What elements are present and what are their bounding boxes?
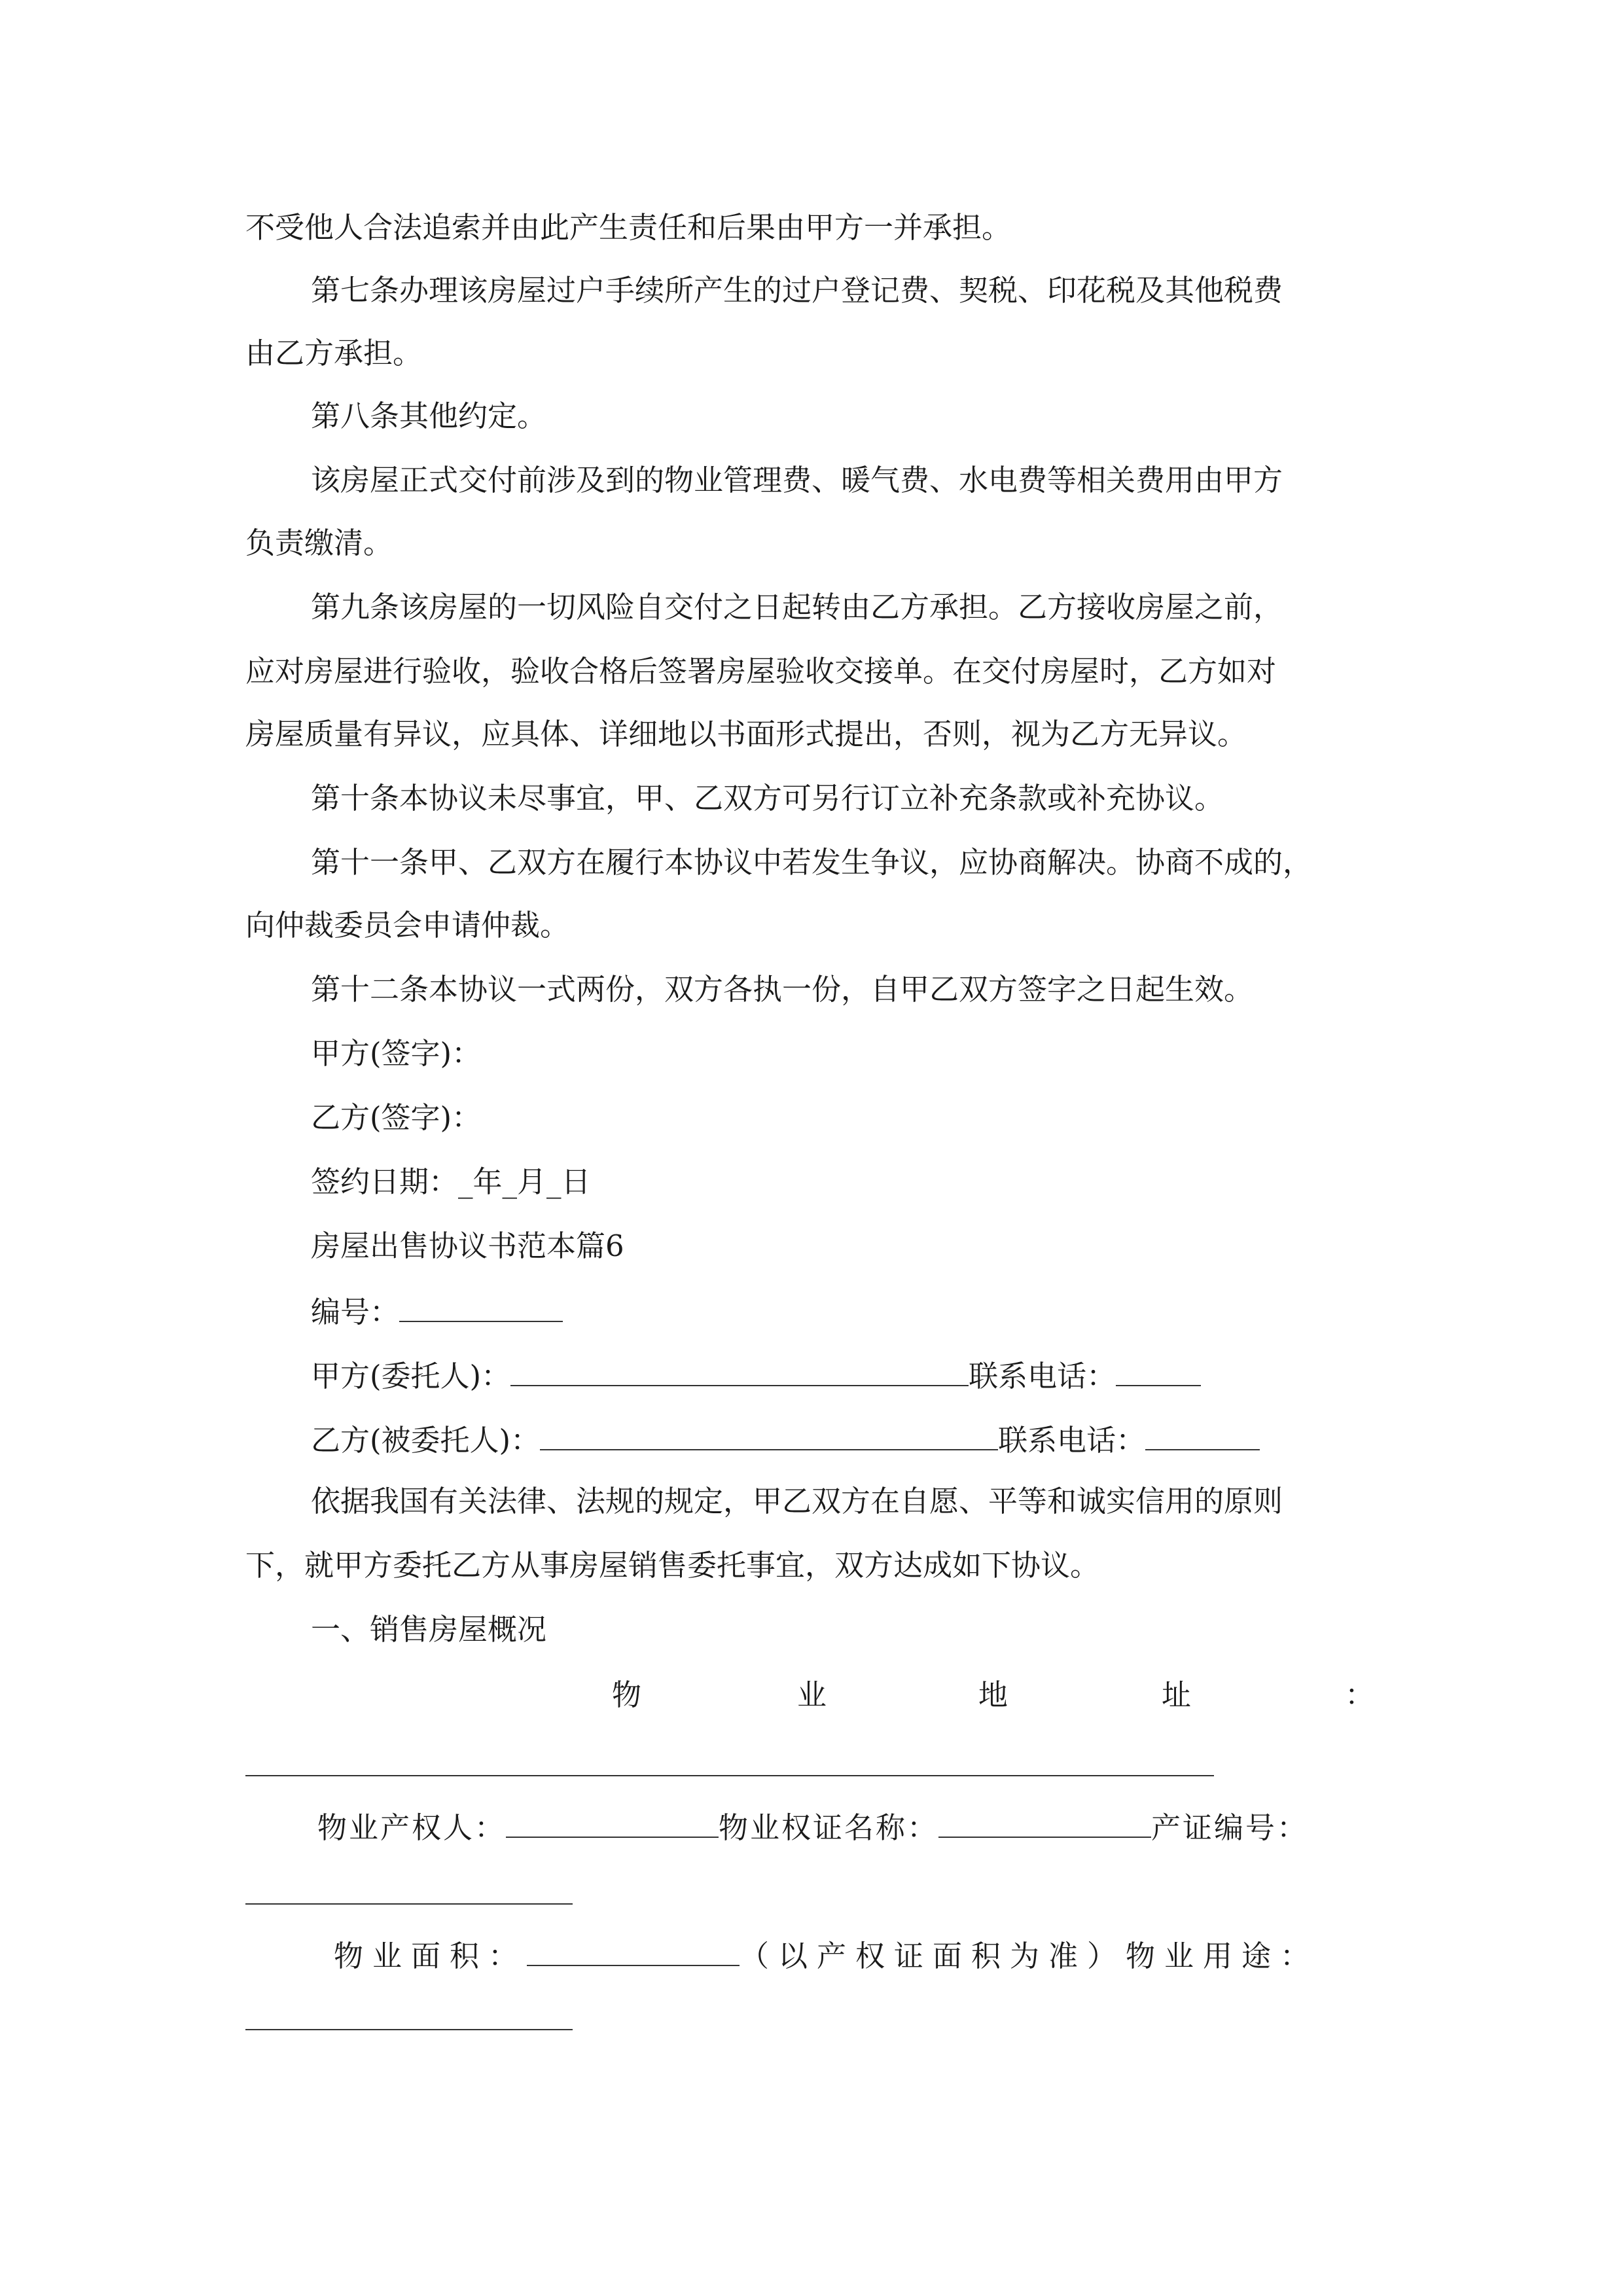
party-b-row [311, 1418, 1260, 1460]
owner-blank[interactable] [506, 1805, 719, 1838]
area-blank[interactable] [527, 1933, 740, 1966]
article-8-line-2: 负责缴清。 [245, 526, 393, 560]
cert-no-blank[interactable] [245, 1903, 573, 1905]
area-row [334, 1933, 1319, 1976]
party-b-phone-blank[interactable] [1145, 1418, 1260, 1450]
paragraph-line: 不受他人合法追索并由此产生责任和后果由甲方一并承担。 [245, 210, 1012, 245]
address-char: 业 [797, 1677, 827, 1712]
section-1-heading: 一、销售房屋概况 [311, 1612, 547, 1647]
address-char: 址 [1162, 1677, 1192, 1712]
number-label: 编号： [311, 1295, 400, 1329]
party-b-phone-label: 联系电话： [998, 1423, 1146, 1458]
usage-blank[interactable] [245, 2029, 573, 2030]
article-9-line-2: 应对房屋进行验收，验收合格后签署房屋验收交接单。在交付房屋时，乙方如对 [245, 654, 1277, 689]
cert-name-blank[interactable] [938, 1805, 1151, 1838]
number-blank[interactable] [399, 1289, 563, 1322]
article-8-title: 第八条其他约定。 [311, 399, 547, 433]
intro-line-1: 依据我国有关法律、法规的规定，甲乙双方在自愿、平等和诚实信用的原则 [311, 1484, 1283, 1518]
cert-name-label: 物业权证名称： [719, 1810, 939, 1845]
usage-label: 物业用途： [1126, 1939, 1319, 1973]
article-11-line-2: 向仲裁委员会申请仲裁。 [245, 908, 570, 942]
address-blank[interactable] [245, 1775, 1214, 1776]
article-7-line-1: 第七条办理该房屋过户手续所产生的过户登记费、契税、印花税及其他税费 [311, 273, 1283, 308]
address-char: ： [1345, 1677, 1375, 1712]
cert-no-label: 产证编号： [1151, 1810, 1309, 1845]
signing-date: 签约日期：_年_月_日 [311, 1164, 591, 1199]
party-b-signature: 乙方(签字)： [311, 1100, 482, 1135]
article-12-line: 第十二条本协议一式两份，双方各执一份，自甲乙双方签字之日起生效。 [311, 972, 1254, 1007]
party-b-label: 乙方(被委托人)： [311, 1423, 541, 1458]
owner-label: 物业产权人： [317, 1810, 507, 1845]
party-a-row [311, 1354, 1201, 1396]
article-11-line-1: 第十一条甲、乙双方在履行本协议中若发生争议，应协商解决。协商不成的， [311, 845, 1313, 880]
owner-row [317, 1805, 1308, 1848]
area-label: 物业面积： [334, 1939, 527, 1973]
intro-line-2: 下，就甲方委托乙方从事房屋销售委托事宜，双方达成如下协议。 [245, 1548, 1100, 1583]
party-a-phone-blank[interactable] [1116, 1354, 1201, 1386]
party-a-phone-label: 联系电话： [969, 1359, 1116, 1393]
article-9-line-1: 第九条该房屋的一切风险自交付之日起转由乙方承担。乙方接收房屋之前， [311, 590, 1283, 624]
number-row [311, 1289, 563, 1332]
address-char: 地 [978, 1677, 1008, 1712]
article-10-line: 第十条本协议未尽事宜，甲、乙双方可另行订立补充条款或补充协议。 [311, 781, 1224, 816]
article-7-line-2: 由乙方承担。 [245, 336, 423, 370]
party-b-blank[interactable] [540, 1418, 998, 1450]
doc-title: 房屋出售协议书范本篇6 [311, 1229, 624, 1263]
article-9-line-3: 房屋质量有异议，应具体、详细地以书面形式提出，否则，视为乙方无异议。 [245, 717, 1247, 751]
article-8-line-1: 该房屋正式交付前涉及到的物业管理费、暖气费、水电费等相关费用由甲方 [311, 463, 1283, 497]
party-a-label: 甲方(委托人)： [311, 1359, 511, 1393]
area-note: （以产权证面积为准） [740, 1939, 1126, 1973]
party-a-signature: 甲方(签字)： [311, 1036, 482, 1071]
party-a-blank[interactable] [510, 1354, 969, 1386]
address-char: 物 [612, 1677, 642, 1712]
